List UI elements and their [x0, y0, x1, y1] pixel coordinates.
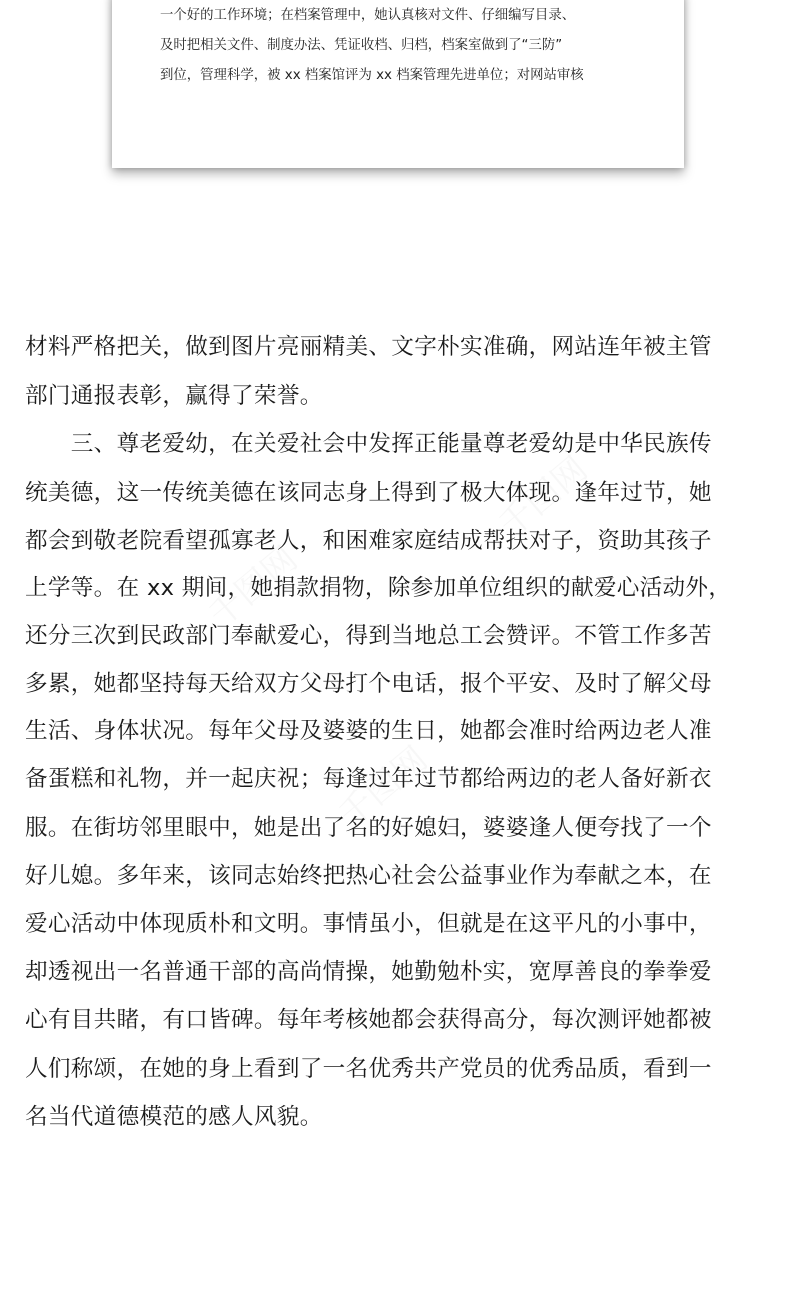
document-page-preview	[112, 0, 684, 168]
card-line-2: 及时把相关文件、制度办法、凭证收档、归档，档案室做到了“三防”	[160, 38, 563, 53]
card-line-1: 一个好的工作环境；在档案管理中，她认真核对文件、仔细编写目录、	[160, 8, 576, 23]
body-line-5: 都会到敬老院看望孤寡老人，和困难家庭结成帮扶对子，资助其孩子	[25, 528, 712, 554]
watermark-left: 千图网	[201, 539, 306, 636]
body-line-12: 好儿媳。多年来，该同志始终把热心社会公益事业作为奉献之本，在	[25, 863, 712, 889]
watermark-center: 千图网	[331, 739, 436, 836]
body-line-2: 部门通报表彰，赢得了荣誉。	[25, 383, 323, 409]
body-line-14: 却透视出一名普通干部的高尚情操，她勤勉朴实，宽厚善良的拳拳爱	[25, 959, 712, 985]
body-line-11: 服。在街坊邻里眼中，她是出了名的好媳妇，婆婆逢人便夸找了一个	[25, 815, 712, 841]
body-line-8: 多累，她都坚持每天给双方父母打个电话，报个平安、及时了解父母	[25, 671, 712, 697]
body-line-3: 三、尊老爱幼，在关爱社会中发挥正能量尊老爱幼是中华民族传	[25, 431, 712, 457]
body-line-1: 材料严格把关，做到图片亮丽精美、文字朴实准确，网站连年被主管	[25, 334, 712, 360]
body-line-7: 还分三次到民政部门奉献爱心，得到当地总工会赞评。不管工作多苦	[25, 623, 712, 649]
body-line-4: 统美德，这一传统美德在该同志身上得到了极大体现。逢年过节，她	[25, 480, 712, 506]
body-line-6: 上学等。在 xx 期间，她捐款捐物，除参加单位组织的献爱心活动外，	[25, 575, 732, 601]
watermark-right: 千图网	[491, 449, 596, 546]
body-line-16: 人们称颂，在她的身上看到了一名优秀共产党员的优秀品质，看到一	[25, 1056, 712, 1082]
body-line-15: 心有目共睹，有口皆碑。每年考核她都会获得高分，每次测评她都被	[25, 1007, 712, 1033]
body-line-17: 名当代道德模范的感人风貌。	[25, 1104, 323, 1130]
card-line-3: 到位，管理科学，被 xx 档案馆评为 xx 档案管理先进单位；对网站审核	[160, 68, 584, 83]
body-line-13: 爱心活动中体现质朴和文明。事情虽小，但就是在这平凡的小事中，	[25, 911, 712, 937]
body-line-10: 备蛋糕和礼物，并一起庆祝；每逢过年过节都给两边的老人备好新衣	[25, 766, 712, 792]
body-line-9: 生活、身体状况。每年父母及婆婆的生日，她都会准时给两边老人准	[25, 718, 712, 744]
